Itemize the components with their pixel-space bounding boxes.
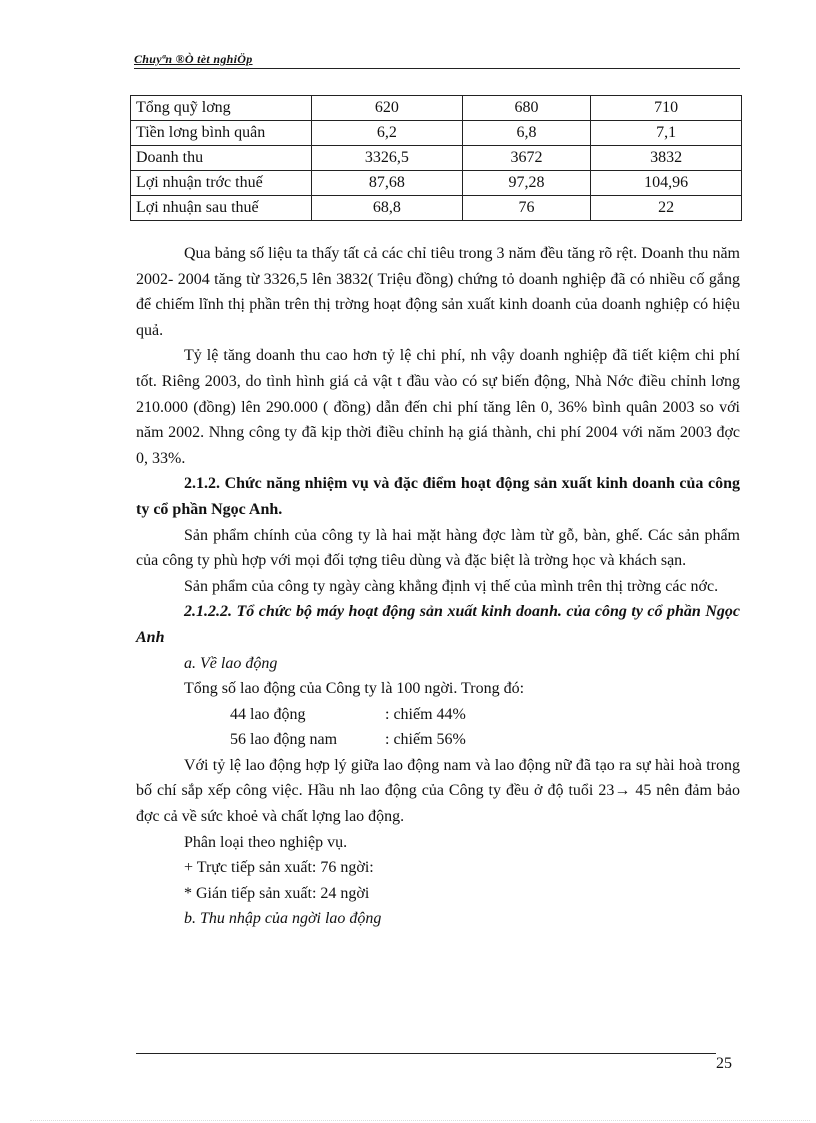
text-line: * Gián tiếp sản xuất: 24 ngời <box>184 884 370 902</box>
text-line <box>136 727 740 753</box>
cell-value: 680 <box>462 96 591 121</box>
stat-label: 56 lao động nam <box>230 731 338 749</box>
subsection-heading: 2.1.2.2. Tổ chức bộ máy hoạt động sản xuất kinh doanh. của công ty cổ phần Ngọc Anh <box>136 603 740 646</box>
row-label: Tiền lơng bình quân <box>131 121 312 146</box>
cell-value: 7,1 <box>591 121 742 146</box>
text-line: Phân loại theo nghiệp vụ. <box>184 833 348 851</box>
table-row <box>131 121 742 146</box>
text-line: + Trực tiếp sản xuất: 76 ngời: <box>184 859 374 877</box>
page-edge-divider <box>30 1120 810 1121</box>
section-heading: 2.1.2. Chức năng nhiệm vụ và đặc điểm hoạt động sản xuất kinh doanh của công ty cổ phần Ngọc Anh. <box>136 475 740 518</box>
cell-value: 22 <box>591 196 742 221</box>
cell-value: 3326,5 <box>312 146 463 171</box>
cell-value: 6,8 <box>462 121 591 146</box>
text-line <box>136 702 740 728</box>
row-label: Lợi nhuận trớc thuế <box>131 171 312 196</box>
paragraph: Sản phẩm của công ty ngày càng khẳng định vị thế của mình trên thị trờng các nớc. <box>184 577 719 595</box>
text-line: Tổng số lao động của Công ty là 100 ngời. Trong đó: <box>184 680 525 698</box>
paragraph: Sản phẩm chính của công ty là hai mặt hàng đợc làm từ gỗ, bàn, ghế. Các sản phẩm của công ty phù hợp với mọi đối tợng tiêu dùng và đặc biệt là trờng học và khách sạn. <box>136 526 740 570</box>
row-label: Doanh thu <box>131 146 312 171</box>
stat-label: 44 lao động <box>230 705 306 723</box>
cell-value: 68,8 <box>312 196 463 221</box>
table-row <box>131 146 742 171</box>
header-title: Chuyªn ®Ò tèt nghiÖp <box>134 52 253 66</box>
stat-value: : chiếm 56% <box>385 731 466 749</box>
cell-value: 97,28 <box>462 171 591 196</box>
cell-value: 3832 <box>591 146 742 171</box>
page-number: 25 <box>716 1055 732 1072</box>
sub-heading-b: b. Thu nhập của ngời lao động <box>184 910 382 928</box>
cell-value: 87,68 <box>312 171 463 196</box>
table-row <box>131 171 742 196</box>
paragraph: Tỷ lệ tăng doanh thu cao hơn tỷ lệ chi phí, nh vậy doanh nghiệp đã tiết kiệm chi phí tốt. Riêng 2003, do tình hình giá cả vật t đầu vào có sự biến động, Nhà Nớc điều chỉnh lơng 210.000 (đồng) lên 290.000 ( đồng) dẫn đến chi phí tăng lên 0, 36% bình quân 2003 so với năm 2002. Nhng công ty đã kịp thời điều chỉnh hạ giá thành, chi phí 2004 với năm 2003 đợc 0, 33%. <box>136 347 740 467</box>
sub-heading-a: a. Về lao động <box>184 654 278 672</box>
body-text <box>136 241 740 932</box>
footer-rule <box>136 1053 716 1054</box>
cell-value: 3672 <box>462 146 591 171</box>
table-row <box>131 196 742 221</box>
row-label: Lợi nhuận sau thuế <box>131 196 312 221</box>
cell-value: 710 <box>591 96 742 121</box>
page-header <box>134 50 740 69</box>
cell-value: 6,2 <box>312 121 463 146</box>
table-row <box>131 96 742 121</box>
cell-value: 104,96 <box>591 171 742 196</box>
financial-table <box>130 95 742 221</box>
paragraph: Qua bảng số liệu ta thấy tất cả các chỉ tiêu trong 3 năm đều tăng rõ rệt. Doanh thu năm 2002- 2004 tăng từ 3326,5 lên 3832( Triệu đồng) chứng tỏ doanh nghiệp đã có nhiều cố gắng để chiếm lĩnh thị phần trên thị trờng hoạt động sản xuất kinh doanh của doanh nghiệp có hiệu quả. <box>136 245 740 339</box>
stat-value: : chiếm 44% <box>385 705 466 723</box>
cell-value: 76 <box>462 196 591 221</box>
cell-value: 620 <box>312 96 463 121</box>
row-label: Tổng quỹ lơng <box>131 96 312 121</box>
paragraph: Với tỷ lệ lao động hợp lý giữa lao động nam và lao động nữ đã tạo ra sự hài hoà trong bố chí sắp xếp công việc. Hầu nh lao động của Công ty đều ở độ tuổi 23→ 45 nên đảm bảo đợc cả về sức khoẻ và chất lợng lao động. <box>136 756 740 826</box>
